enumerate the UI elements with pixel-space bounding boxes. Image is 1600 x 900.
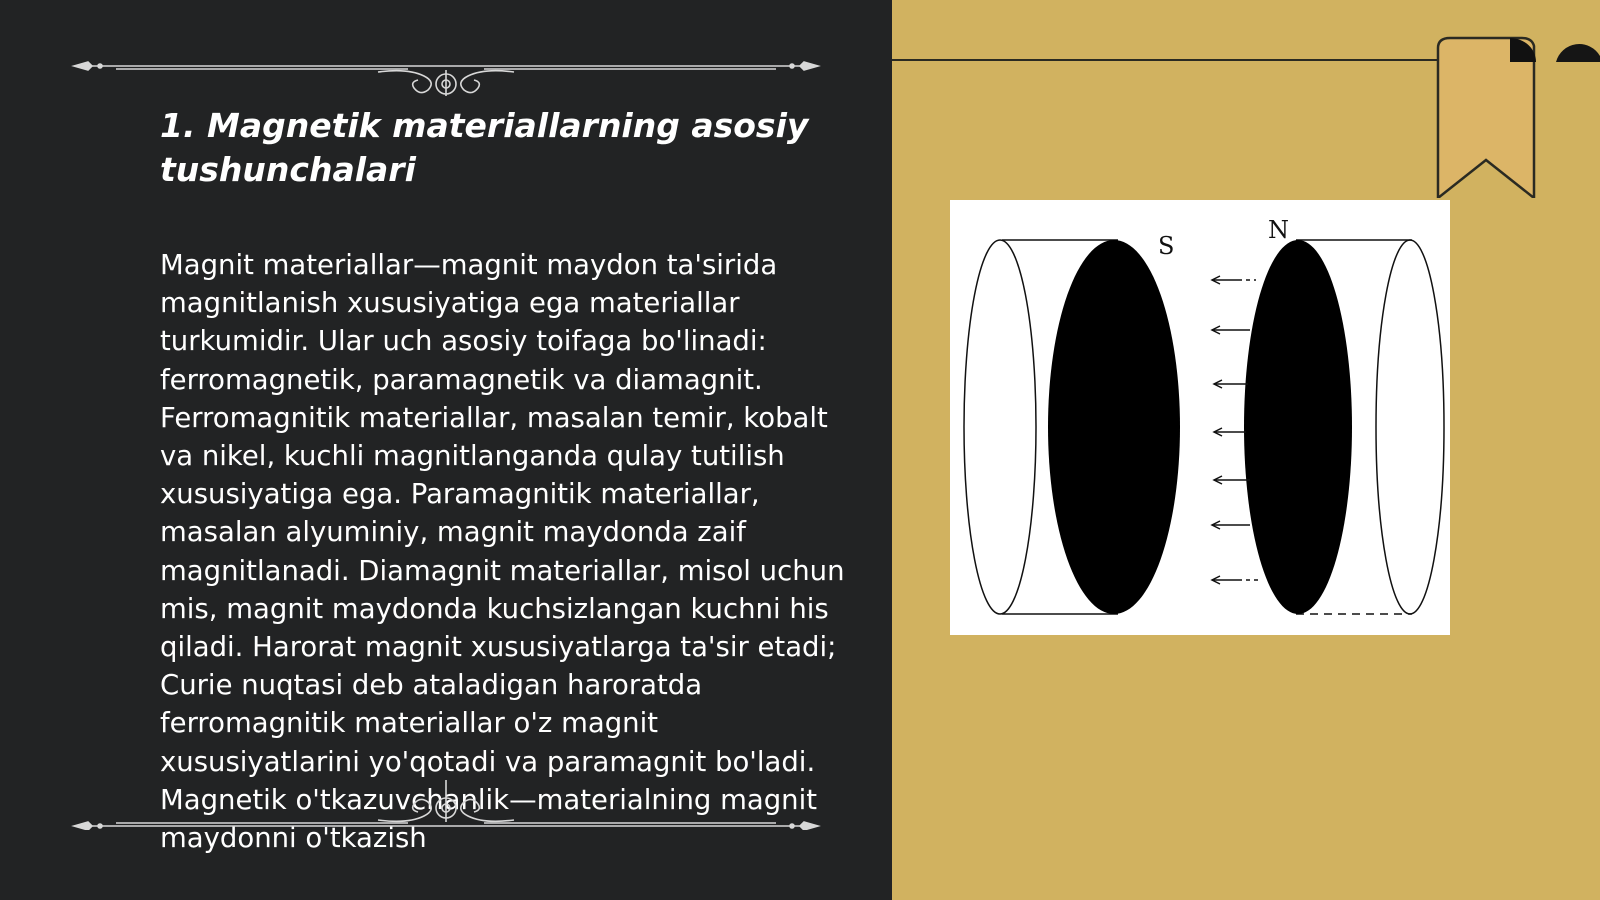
page-curl-icon — [1556, 36, 1600, 66]
bottom-ornament-divider — [68, 780, 824, 830]
magnet-field-illustration — [950, 200, 1450, 635]
slide-title: 1. Magnetik materiallarning asosiy tushunchalari — [160, 106, 809, 189]
bookmark-ribbon-icon — [1436, 36, 1538, 198]
south-pole-label: S — [1158, 232, 1175, 260]
horizontal-rule — [892, 59, 1438, 61]
north-pole-label: N — [1268, 216, 1289, 244]
top-ornament-divider — [68, 46, 824, 96]
slide-body-text: Magnit materiallar—magnit maydon ta'sirida magnitlanish xususiyatiga ega materiallar turkumidir. Ular uch asosiy toifaga bo'linadi: ferromagnetik, paramagnetik va diamagnit. Ferromagnitik materiallar, masalan temir, kobalt va nikel, kuchli magnitlanganda qulay tutilish xususiyatiga ega. Paramagnitik materiallar, masalan alyuminiy, magnit maydonda zaif magnitlanadi. Diamagnit materiallar, misol uchun mis, magnit maydonda kuchsizlangan kuchni his qiladi. Harorat magnit xususiyatlarga ta'sir etadi; Curie nuqtasi deb ataladigan haroratda ferromagnitik materiallar o'z magnit xususiyatlarini yo'qotadi va paramagnit bo'ladi. Magnetik o'tkazuvchanlik—materialning magnit maydonni o'tkazish — [160, 249, 845, 855]
north-pole-face — [1244, 240, 1352, 614]
south-pole-face — [1048, 240, 1180, 614]
magnet-diagram — [950, 200, 1450, 635]
